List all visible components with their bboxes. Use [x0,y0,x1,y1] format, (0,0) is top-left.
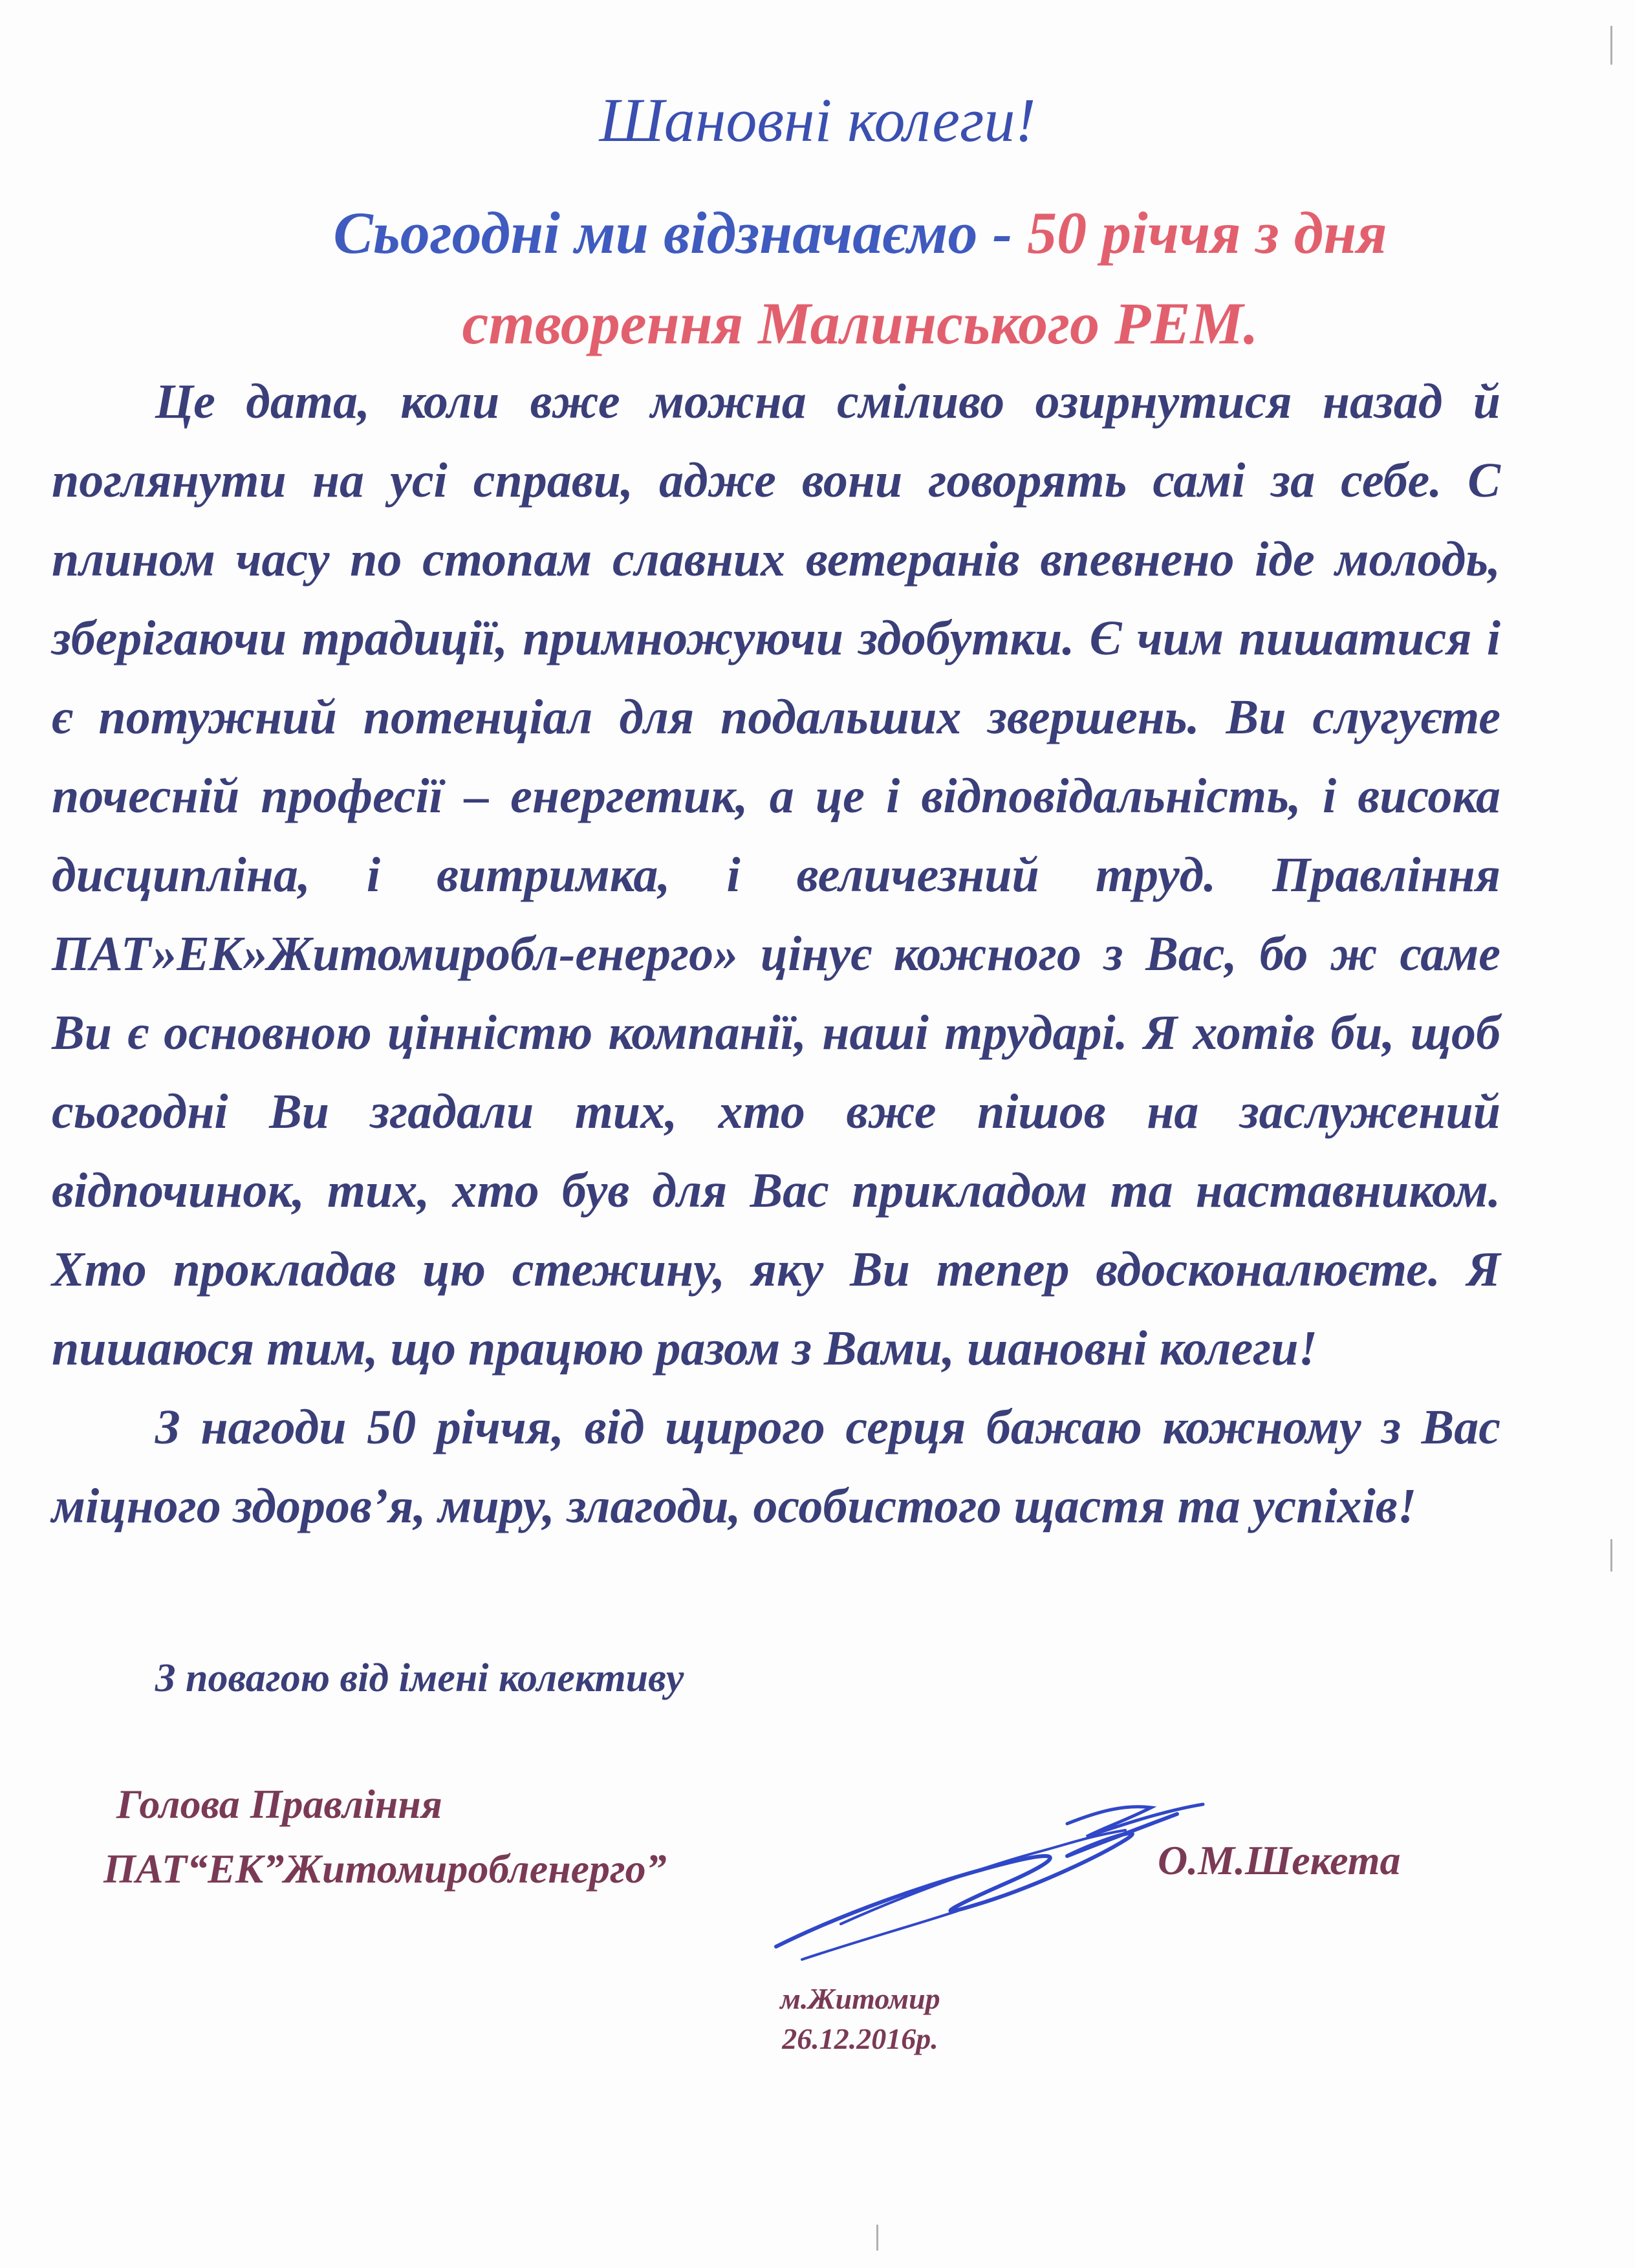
closing-line: З повагою від імені колективу [155,1656,684,1700]
body-paragraph-1: Це дата, коли вже можна сміливо озирнутися назад й поглянути на усі справи, адже вони говорять самі за себе. С плином часу по стопам славних ветеранів впевнено іде молодь, зберігаючи традиції, примножуючи здобутки. Є чим пишатися і є потужний потенціал для подальших звершень. Ви слугуєте почесній професії – енергетик, а це і відповідальність, і висока дисципліна, і витримка, і величезний труд. Правління ПАТ»ЕК»Житомиробл-енерго» цінує кожного з Вас, бо ж саме Ви є основною цінністю компанії, наші трударі. Я хотів би, щоб сьогодні Ви згадали тих, хто вже пішов на заслужений відпочинок, тих, хто був для Вас прикладом та наставником. Хто прокладав цю стежину, яку Ви тепер вдосконалюєте. Я пишаюся тим, що працюю разом з Вами, шановні колеги! [52,374,1500,1376]
body-paragraph-2: З нагоди 50 річчя, від щирого серця бажаю кожному з Вас міцного здоров’я, миру, злагоди, особистого щастя та успіхів! [52,1400,1500,1533]
signer-company: ПАТ“ЕК”Житомиробленерго” [103,1846,667,1892]
scan-mark [1610,1539,1612,1571]
letter-body [52,362,1500,1546]
signer-name: О.М.Шекета [1158,1837,1401,1883]
scan-mark [876,2225,878,2251]
occasion-part-2: 50 річчя з дня створення Малинського РЕМ. [462,200,1387,356]
greeting-heading: Шановні колеги! [599,85,1036,155]
date-text: 26.12.2016р. [782,2022,938,2055]
occasion-heading [220,188,1500,369]
scan-mark [1610,26,1612,65]
place-date-block [724,1979,996,2059]
signer-position: Голова Правління [116,1781,442,1827]
signer-title-block [103,1772,667,1901]
occasion-part-1: Сьогодні ми відзначаємо - [333,200,1028,266]
place-text: м.Житомир [780,1982,940,2015]
signature-image [763,1785,1216,1979]
